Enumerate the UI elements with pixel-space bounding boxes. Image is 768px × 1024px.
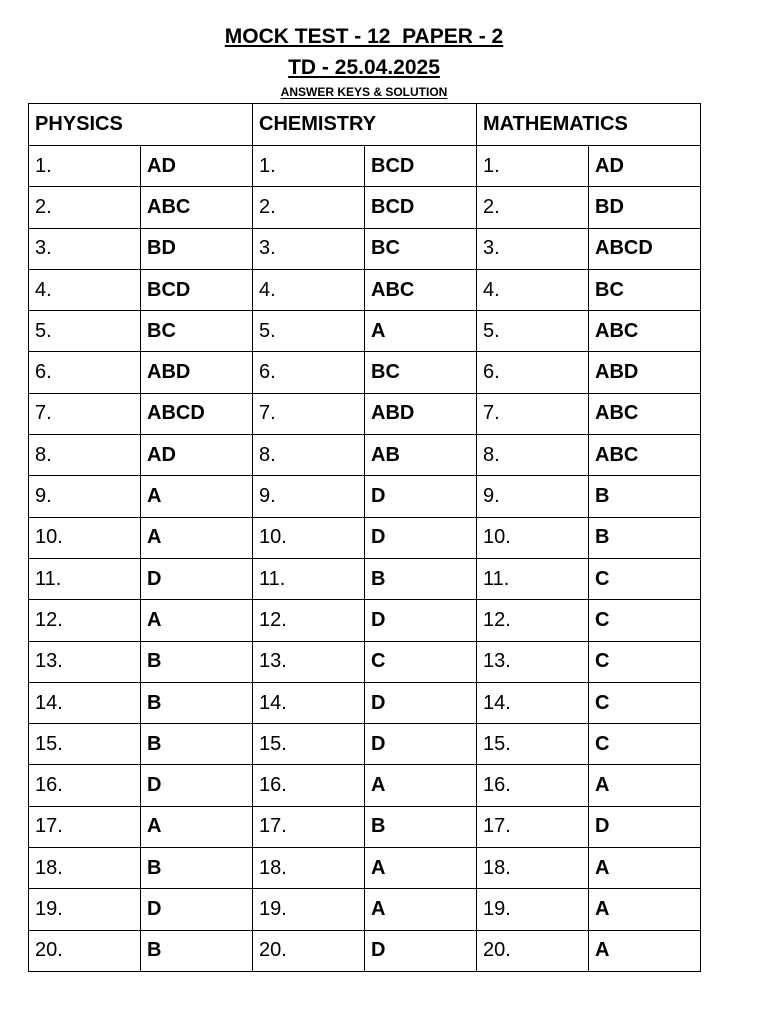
subject-header-physics: PHYSICS [29, 104, 253, 146]
physics-answer: ABC [141, 187, 253, 228]
physics-question-number: 10. [29, 517, 141, 558]
physics-answer: ABD [141, 352, 253, 393]
mathematics-answer: ABD [589, 352, 701, 393]
table-row [29, 682, 701, 723]
mathematics-answer: C [589, 641, 701, 682]
table-row [29, 600, 701, 641]
table-row [29, 930, 701, 971]
chemistry-question-number: 14. [253, 682, 365, 723]
chemistry-answer: D [365, 930, 477, 971]
physics-answer: BD [141, 228, 253, 269]
mathematics-answer: BD [589, 187, 701, 228]
chemistry-answer: A [365, 889, 477, 930]
chemistry-answer: BCD [365, 146, 477, 187]
mathematics-answer: ABCD [589, 228, 701, 269]
physics-answer: A [141, 600, 253, 641]
chemistry-answer: ABC [365, 269, 477, 310]
mathematics-answer: D [589, 806, 701, 847]
mathematics-answer: ABC [589, 435, 701, 476]
table-row [29, 311, 701, 352]
mathematics-question-number: 20. [477, 930, 589, 971]
mathematics-question-number: 13. [477, 641, 589, 682]
table-row [29, 476, 701, 517]
physics-answer: D [141, 889, 253, 930]
table-row [29, 641, 701, 682]
physics-question-number: 14. [29, 682, 141, 723]
mathematics-question-number: 14. [477, 682, 589, 723]
physics-question-number: 19. [29, 889, 141, 930]
physics-question-number: 15. [29, 724, 141, 765]
mathematics-question-number: 12. [477, 600, 589, 641]
physics-question-number: 8. [29, 435, 141, 476]
chemistry-answer: D [365, 724, 477, 765]
physics-question-number: 9. [29, 476, 141, 517]
physics-question-number: 20. [29, 930, 141, 971]
mathematics-answer: ABC [589, 393, 701, 434]
mathematics-question-number: 3. [477, 228, 589, 269]
subject-header-row [29, 104, 701, 146]
physics-question-number: 17. [29, 806, 141, 847]
chemistry-answer: A [365, 311, 477, 352]
physics-answer: B [141, 724, 253, 765]
chemistry-question-number: 4. [253, 269, 365, 310]
chemistry-question-number: 9. [253, 476, 365, 517]
chemistry-question-number: 8. [253, 435, 365, 476]
mathematics-answer: ABC [589, 311, 701, 352]
subject-header-chemistry: CHEMISTRY [253, 104, 477, 146]
mathematics-answer: A [589, 889, 701, 930]
mathematics-answer: A [589, 765, 701, 806]
chemistry-answer: AB [365, 435, 477, 476]
table-row [29, 393, 701, 434]
chemistry-answer: C [365, 641, 477, 682]
chemistry-question-number: 3. [253, 228, 365, 269]
chemistry-question-number: 7. [253, 393, 365, 434]
table-row [29, 352, 701, 393]
physics-answer: B [141, 930, 253, 971]
table-row [29, 187, 701, 228]
chemistry-answer: BC [365, 228, 477, 269]
chemistry-question-number: 13. [253, 641, 365, 682]
mathematics-question-number: 17. [477, 806, 589, 847]
chemistry-answer: D [365, 517, 477, 558]
physics-answer: A [141, 806, 253, 847]
table-row [29, 269, 701, 310]
chemistry-question-number: 16. [253, 765, 365, 806]
mathematics-question-number: 10. [477, 517, 589, 558]
chemistry-question-number: 11. [253, 558, 365, 599]
physics-answer: ABCD [141, 393, 253, 434]
physics-answer: BC [141, 311, 253, 352]
mathematics-question-number: 1. [477, 146, 589, 187]
physics-answer: B [141, 641, 253, 682]
table-row [29, 435, 701, 476]
physics-answer: BCD [141, 269, 253, 310]
mathematics-answer: C [589, 724, 701, 765]
chemistry-answer: B [365, 806, 477, 847]
chemistry-question-number: 17. [253, 806, 365, 847]
mathematics-answer: AD [589, 146, 701, 187]
answer-key-table [28, 103, 701, 972]
chemistry-answer: A [365, 848, 477, 889]
chemistry-question-number: 6. [253, 352, 365, 393]
physics-question-number: 12. [29, 600, 141, 641]
mathematics-answer: C [589, 600, 701, 641]
chemistry-answer: D [365, 682, 477, 723]
page-title: MOCK TEST - 12 PAPER - 2 [224, 25, 504, 48]
physics-question-number: 4. [29, 269, 141, 310]
test-date: TD - 25.04.2025 [288, 56, 440, 79]
physics-question-number: 2. [29, 187, 141, 228]
chemistry-question-number: 1. [253, 146, 365, 187]
physics-question-number: 5. [29, 311, 141, 352]
table-row [29, 765, 701, 806]
mathematics-answer: A [589, 848, 701, 889]
table-row [29, 724, 701, 765]
mathematics-question-number: 15. [477, 724, 589, 765]
page-subtitle: ANSWER KEYS & SOLUTION [280, 85, 448, 99]
chemistry-question-number: 5. [253, 311, 365, 352]
table-row [29, 558, 701, 599]
mathematics-answer: A [589, 930, 701, 971]
physics-question-number: 16. [29, 765, 141, 806]
physics-answer: D [141, 558, 253, 599]
mathematics-question-number: 5. [477, 311, 589, 352]
table-row [29, 228, 701, 269]
physics-question-number: 18. [29, 848, 141, 889]
physics-question-number: 1. [29, 146, 141, 187]
chemistry-answer: BCD [365, 187, 477, 228]
chemistry-answer: A [365, 765, 477, 806]
chemistry-question-number: 15. [253, 724, 365, 765]
mathematics-answer: C [589, 682, 701, 723]
chemistry-question-number: 2. [253, 187, 365, 228]
mathematics-question-number: 11. [477, 558, 589, 599]
answer-rows [29, 146, 701, 972]
physics-question-number: 11. [29, 558, 141, 599]
mathematics-answer: B [589, 517, 701, 558]
mathematics-question-number: 2. [477, 187, 589, 228]
table-row [29, 806, 701, 847]
physics-answer: D [141, 765, 253, 806]
chemistry-question-number: 10. [253, 517, 365, 558]
chemistry-answer: D [365, 600, 477, 641]
table-row [29, 146, 701, 187]
mathematics-question-number: 7. [477, 393, 589, 434]
subject-header-mathematics: MATHEMATICS [477, 104, 701, 146]
chemistry-question-number: 20. [253, 930, 365, 971]
physics-answer: AD [141, 146, 253, 187]
chemistry-question-number: 18. [253, 848, 365, 889]
table-row [29, 848, 701, 889]
mathematics-question-number: 19. [477, 889, 589, 930]
chemistry-answer: D [365, 476, 477, 517]
chemistry-answer: BC [365, 352, 477, 393]
mathematics-question-number: 4. [477, 269, 589, 310]
chemistry-answer: B [365, 558, 477, 599]
mathematics-answer: B [589, 476, 701, 517]
table-row [29, 517, 701, 558]
mathematics-answer: BC [589, 269, 701, 310]
mathematics-question-number: 18. [477, 848, 589, 889]
physics-answer: A [141, 517, 253, 558]
chemistry-answer: ABD [365, 393, 477, 434]
mathematics-question-number: 16. [477, 765, 589, 806]
chemistry-question-number: 19. [253, 889, 365, 930]
mathematics-question-number: 8. [477, 435, 589, 476]
table-row [29, 889, 701, 930]
physics-answer: A [141, 476, 253, 517]
physics-question-number: 6. [29, 352, 141, 393]
mathematics-answer: C [589, 558, 701, 599]
chemistry-question-number: 12. [253, 600, 365, 641]
physics-question-number: 13. [29, 641, 141, 682]
physics-answer: B [141, 682, 253, 723]
physics-question-number: 7. [29, 393, 141, 434]
physics-answer: B [141, 848, 253, 889]
physics-question-number: 3. [29, 228, 141, 269]
mathematics-question-number: 6. [477, 352, 589, 393]
physics-answer: AD [141, 435, 253, 476]
mathematics-question-number: 9. [477, 476, 589, 517]
